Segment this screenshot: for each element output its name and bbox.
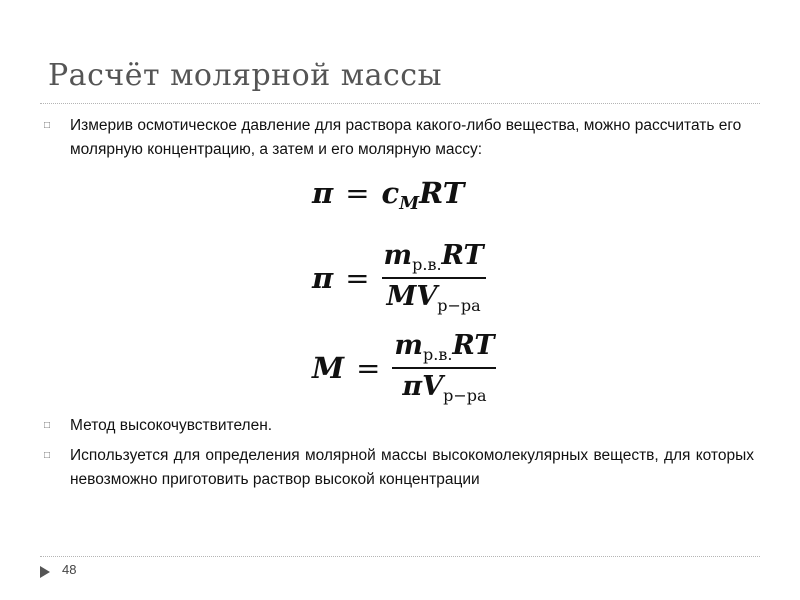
bullet-high-sensitivity bbox=[44, 414, 754, 438]
fraction-denominator bbox=[384, 279, 482, 318]
fraction-numerator bbox=[392, 328, 496, 367]
formula-c: c bbox=[381, 176, 400, 210]
bullet-text: Метод высокочувствителен. bbox=[70, 417, 273, 434]
formula-molar-mass bbox=[312, 328, 496, 408]
formula-pressure-via-mass bbox=[312, 238, 486, 318]
numerator-m: m bbox=[383, 240, 413, 271]
formula-equals: = bbox=[345, 261, 370, 295]
numerator-subscript: р.в. bbox=[423, 345, 453, 364]
formula-equals: = bbox=[345, 176, 370, 210]
numerator-rt: RT bbox=[452, 330, 495, 361]
arrow-right-icon[interactable] bbox=[40, 566, 50, 578]
numerator-rt: RT bbox=[441, 240, 484, 271]
denominator-main: MV bbox=[386, 281, 438, 312]
fraction bbox=[382, 238, 486, 318]
denominator-subscript: р−ра bbox=[443, 386, 487, 405]
formula-lhs: π bbox=[312, 261, 334, 295]
denominator-subscript: р−ра bbox=[437, 296, 481, 315]
fraction-numerator bbox=[382, 238, 486, 277]
formula-c-subscript: M bbox=[399, 193, 420, 214]
bullet-usage bbox=[44, 444, 754, 492]
bullet-square-icon: □ bbox=[44, 120, 51, 131]
denominator-main: πV bbox=[402, 371, 444, 402]
fraction-denominator bbox=[400, 369, 488, 408]
title-divider bbox=[40, 103, 760, 104]
formula-lhs: π bbox=[312, 176, 334, 210]
formula-equals: = bbox=[356, 351, 381, 385]
formula-rt: RT bbox=[419, 176, 465, 210]
formula-lhs: M bbox=[312, 351, 345, 385]
slide-title: Расчёт молярной массы bbox=[48, 58, 442, 93]
numerator-subscript: р.в. bbox=[412, 255, 442, 274]
formula-osmotic-pressure bbox=[312, 176, 465, 214]
fraction bbox=[392, 328, 496, 408]
numerator-m: m bbox=[394, 330, 423, 361]
footer-divider bbox=[40, 556, 760, 557]
page-number: 48 bbox=[62, 562, 77, 577]
bullet-text: Измерив осмотическое давление для раствора какого-либо вещества, можно рассчитать его молярную концентрацию, а затем и его молярную массу: bbox=[70, 117, 742, 158]
bullet-osmotic-pressure bbox=[44, 114, 754, 162]
bullet-square-icon: □ bbox=[44, 420, 51, 431]
bullet-text: Используется для определения молярной массы высокомолекулярных веществ, для которых невозможно приготовить раствор высокой концентрации bbox=[70, 447, 754, 488]
bullet-square-icon: □ bbox=[44, 450, 51, 461]
